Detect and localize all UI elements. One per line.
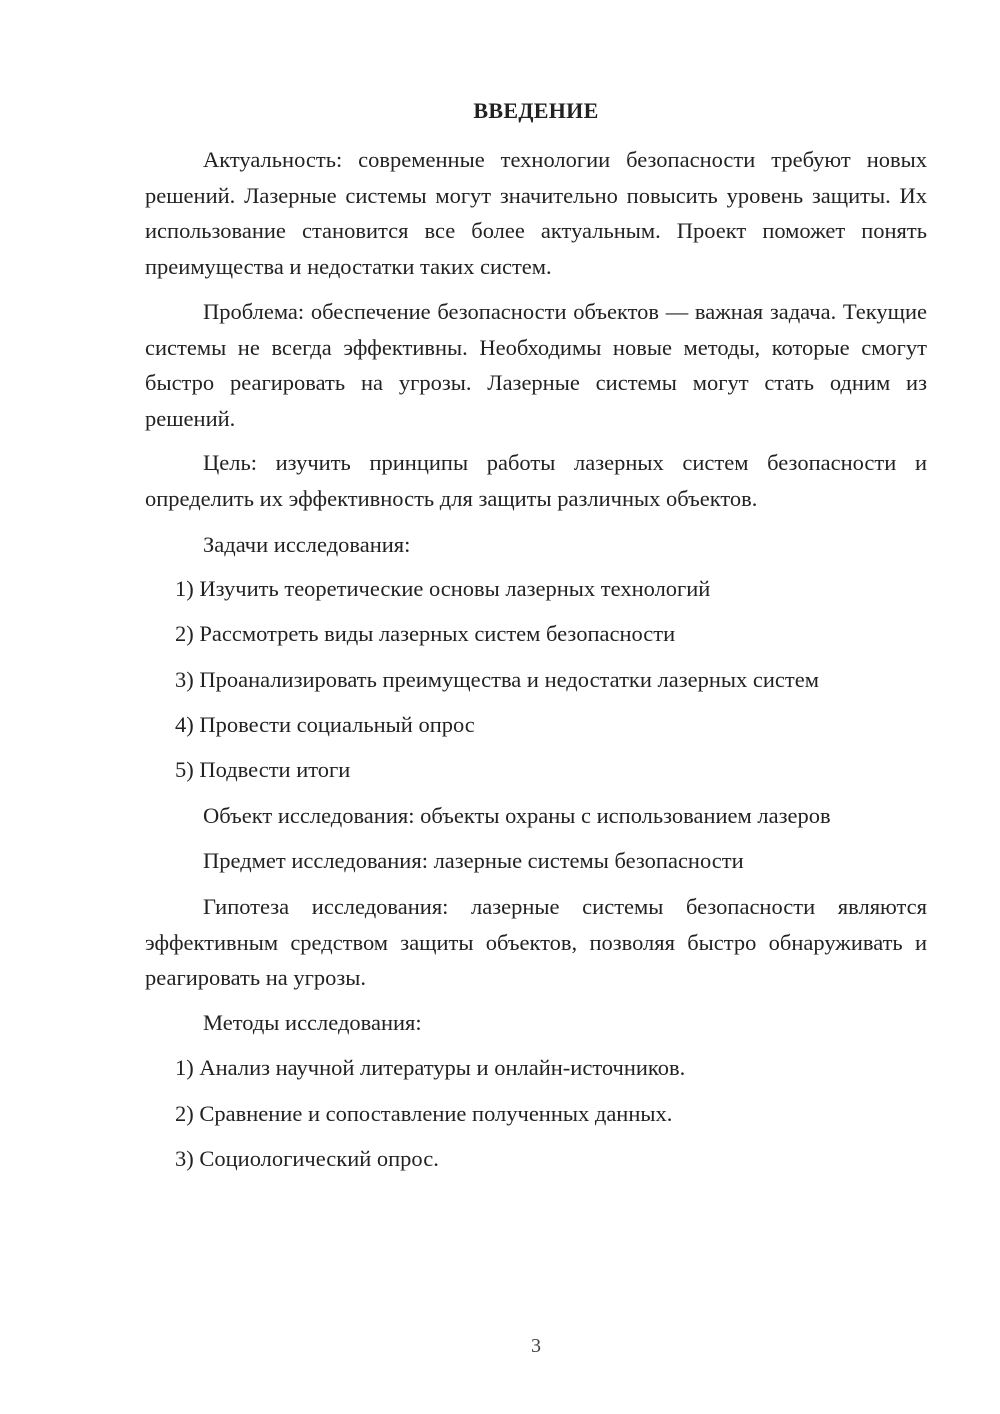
research-object: Объект исследования: объекты охраны с использованием лазеров xyxy=(203,803,831,828)
method-item-1: 1) Анализ научной литературы и онлайн-источников. xyxy=(175,1055,686,1080)
task-item-1: 1) Изучить теоретические основы лазерных технологий xyxy=(175,576,711,601)
task-item-4: 4) Провести социальный опрос xyxy=(175,712,475,737)
paragraph-goal: Цель: изучить принципы работы лазерных систем безопасности и определить их эффективность для защиты различных объектов. xyxy=(145,450,927,511)
paragraph-relevance: Актуальность: современные технологии безопасности требуют новых решений. Лазерные системы могут значительно повысить уровень защиты. Их использование становится все более актуальным. Проект поможет понять преимущества и недостатки таких систем. xyxy=(145,147,927,279)
tasks-heading: Задачи исследования: xyxy=(203,532,411,557)
methods-heading: Методы исследования: xyxy=(203,1010,422,1035)
paragraph-problem: Проблема: обеспечение безопасности объектов — важная задача. Текущие системы не всегда эффективны. Необходимы новые методы, которые смогут быстро реагировать на угрозы. Лазерные системы могут стать одним из решений. xyxy=(145,299,927,431)
task-item-3: 3) Проанализировать преимущества и недостатки лазерных систем xyxy=(175,667,819,692)
task-item-5: 5) Подвести итоги xyxy=(175,757,351,782)
page-number: 3 xyxy=(531,1335,541,1357)
paragraph-hypothesis: Гипотеза исследования: лазерные системы безопасности являются эффективным средством защиты объектов, позволяя быстро обнаруживать и реагировать на угрозы. xyxy=(145,894,927,990)
page-title: ВВЕДЕНИЕ xyxy=(473,98,599,123)
task-item-2: 2) Рассмотреть виды лазерных систем безопасности xyxy=(175,621,676,646)
research-subject: Предмет исследования: лазерные системы безопасности xyxy=(203,848,744,873)
method-item-2: 2) Сравнение и сопоставление полученных данных. xyxy=(175,1101,673,1126)
method-item-3: 3) Социологический опрос. xyxy=(175,1146,439,1171)
